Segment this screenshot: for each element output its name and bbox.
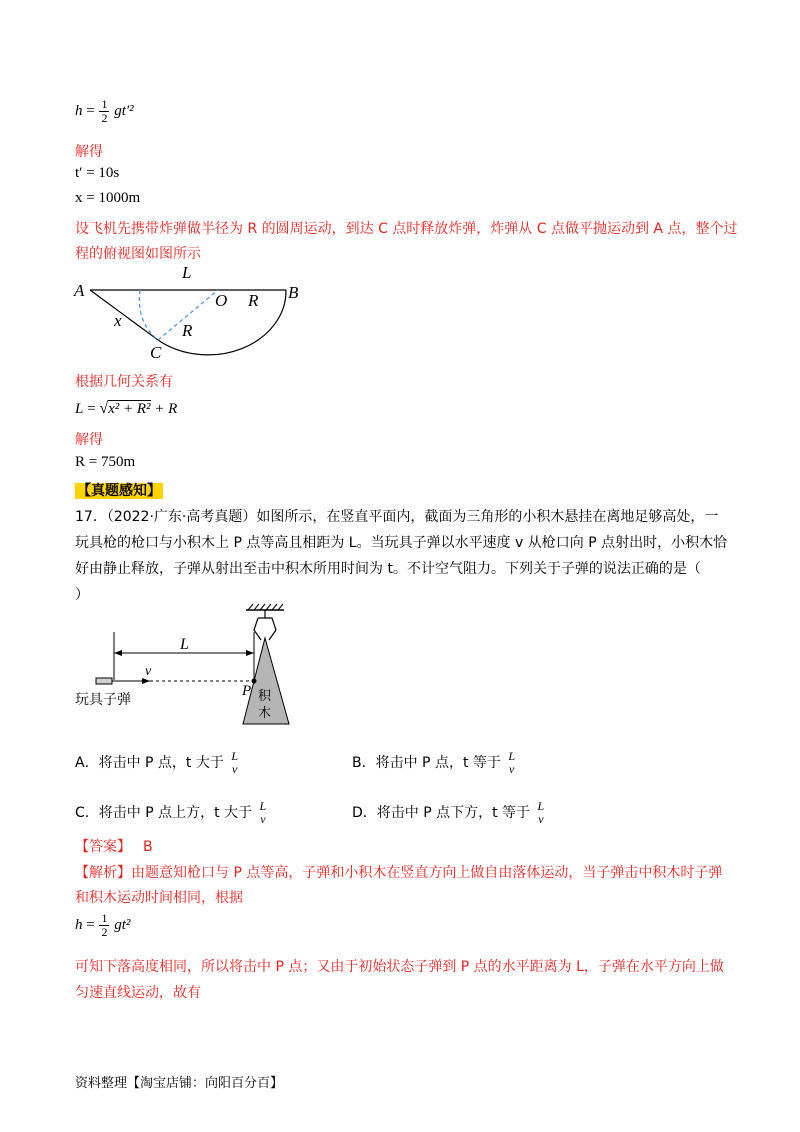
- fraction: L v: [537, 799, 545, 826]
- assumption-text-line1: 设飞机先携带炸弹做半径为 R 的圆周运动，到达 C 点时释放炸弹，炸弹从 C 点做平抛运动到 A 点，整个过: [75, 221, 738, 237]
- option-A[interactable]: A．将击中 P 点，t 大于 L v: [75, 749, 238, 776]
- label-C: C: [150, 343, 162, 362]
- equation-h: h = $\frac{1}{2}$ gt²: [75, 911, 131, 939]
- block-label-1: 积: [258, 689, 272, 704]
- block-label-2: 木: [258, 706, 272, 721]
- label-A: A: [74, 281, 85, 300]
- t-prime-value: t′ = 10s: [75, 165, 120, 181]
- equation-h-prime: h = $\frac{1}{2}$ gt′²: [75, 97, 134, 125]
- option-D[interactable]: D．将击中 P 点下方，t 等于 L v: [352, 799, 545, 826]
- analysis-line2: 和积木运动时间相同，根据: [75, 890, 243, 906]
- label-O: O: [215, 291, 228, 310]
- label-v: v: [145, 664, 152, 679]
- option-B[interactable]: B．将击中 P 点，t 等于 L v: [352, 749, 516, 776]
- label-L2: L: [180, 636, 189, 653]
- option-C[interactable]: C．将击中 P 点上方，t 大于 L v: [75, 799, 267, 826]
- fraction: L v: [508, 749, 516, 776]
- figure-gun-and-block: [70, 600, 310, 730]
- solve-label-1: 解得: [75, 144, 103, 160]
- section-tag: 【真题感知】: [77, 483, 161, 499]
- question-17-line2: 玩具枪的枪口与小积木上 P 点等高且相距为 L。当玩具子弹以水平速度 v 从枪口向 P 点射出时，小积木恰: [75, 535, 728, 551]
- conclusion-line2: 匀速直线运动，故有: [75, 985, 201, 1001]
- answer-line: 【答案】 B: [75, 839, 153, 855]
- label-R-top: R: [248, 291, 259, 310]
- gun-label: 玩具子弹: [75, 692, 131, 708]
- figure-circular-path: [70, 262, 310, 362]
- fraction: L v: [231, 749, 238, 776]
- fraction: L v: [259, 799, 267, 826]
- footer-text: 资料整理【淘宝店铺：向阳百分百】: [75, 1076, 284, 1091]
- fraction: $\frac{1}{2}$: [101, 911, 108, 939]
- equation-L: L = √x² + R² + R: [75, 400, 178, 417]
- analysis-line1: 【解析】由题意知枪口与 P 点等高，子弹和小积木在竖直方向上做自由落体运动，当子弹击中积木时子弹: [75, 865, 723, 881]
- conclusion-line1: 可知下落高度相同，所以将击中 P 点；又由于初始状态子弹到 P 点的水平距离为 L，子弹在水平方向上做: [75, 959, 724, 975]
- geometry-text: 根据几何关系有: [75, 374, 173, 390]
- solve-label-2: 解得: [75, 432, 103, 448]
- fraction: $\frac{1}{2}$: [101, 97, 108, 125]
- question-17-line3: 好由静止释放，子弹从射出至击中积木所用时间为 t。不计空气阻力。下列关于子弹的说法正确的是（: [75, 561, 701, 577]
- R-value: R = 750m: [75, 454, 136, 470]
- label-P: P: [242, 683, 252, 699]
- label-B: B: [288, 283, 299, 302]
- label-x: x: [114, 311, 122, 330]
- question-17-line4: ）: [75, 587, 89, 603]
- label-L: L: [182, 263, 192, 282]
- x-value: x = 1000m: [75, 190, 141, 206]
- label-R-bottom: R: [182, 321, 193, 340]
- assumption-text-line2: 程的俯视图如图所示: [75, 246, 201, 262]
- question-17-line1: 17．（2022·广东·高考真题）如图所示，在竖直平面内，截面为三角形的小积木悬挂在离地足够高处，一: [75, 509, 719, 525]
